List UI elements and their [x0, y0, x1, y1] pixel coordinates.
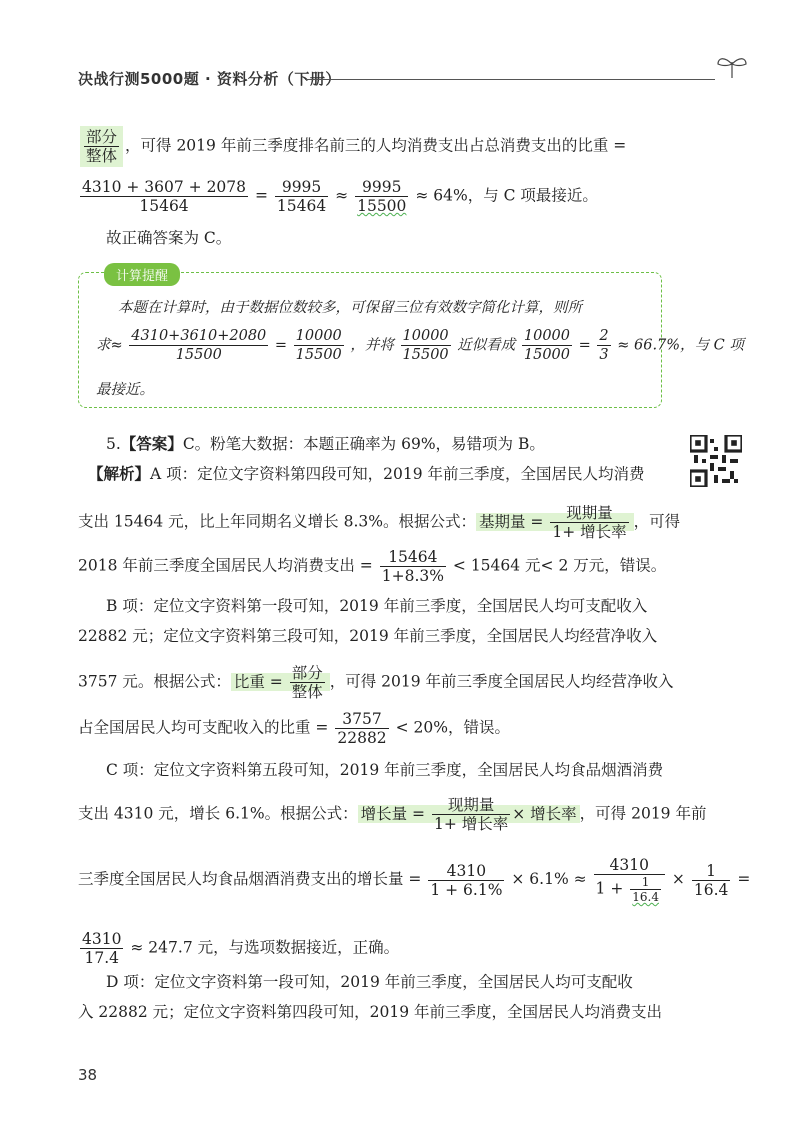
fraction-numerator: 9995 [355, 178, 408, 197]
fraction-denominator: 整体 [86, 147, 118, 165]
analysis-b-line-1: B 项：定位文字资料第一段可知，2019 年前三季度，全国居民人均可支配收入 [106, 597, 648, 615]
analysis-text: 支出 4310 元，增长 6.1%。根据公式： [78, 804, 358, 823]
analysis-text: 支出 15464 元，比上年同期名义增长 8.3%。根据公式： [78, 512, 476, 531]
fraction [355, 178, 408, 215]
analysis-d-line-2: 入 22882 元；定位文字资料第四段可知，2019 年前三季度，全国居民人均消费支出 [78, 1003, 663, 1021]
fraction-numerator: 4310 [82, 930, 122, 948]
analysis-c-line-2 [78, 796, 706, 833]
analysis-c-line-3 [78, 856, 750, 904]
equals-sign: = [254, 186, 268, 205]
analysis-text: ≈ 247.7 元，与选项数据接近，正确。 [130, 938, 400, 957]
formula-lhs: 基期量 = [478, 512, 544, 531]
analysis-text: × 6.1% ≈ [511, 870, 587, 888]
fraction [630, 875, 661, 904]
analysis-text: 三季度全国居民人均食品烟酒消费支出的增长量 = [78, 870, 422, 888]
fraction [290, 664, 325, 701]
fraction [522, 327, 572, 364]
fraction-numerator: 3757 [335, 710, 388, 729]
fraction-numerator: 9995 [275, 178, 328, 197]
equals-sign: = [274, 337, 288, 354]
analysis-a-line-3 [78, 548, 666, 585]
fraction-denominator: 1+8.3% [381, 567, 444, 585]
tip-text: 近似看成 [457, 337, 516, 354]
fraction [692, 862, 731, 899]
fraction [550, 504, 628, 541]
fraction-denominator: 1 + 6.1% [430, 880, 503, 899]
fraction-numerator: 4310 + 3607 + 2078 [82, 178, 247, 196]
header-rule [305, 79, 715, 80]
analysis-text: 3757 元。根据公式： [78, 672, 231, 691]
formula-highlight [358, 796, 580, 833]
fraction-denominator: 15464 [276, 197, 327, 215]
analysis-text: 2018 年前三季度全国居民人均消费支出 = [78, 556, 373, 575]
fraction-denominator: 15000 [523, 347, 571, 363]
fraction-nested [594, 856, 665, 904]
fraction-denominator: 15500 [295, 347, 342, 363]
fraction-denominator: 16.4 [632, 890, 659, 904]
analysis-text: ，可得 [633, 512, 681, 531]
fraction [401, 327, 451, 364]
fraction-numerator: 4310 [594, 856, 665, 875]
page-number: 38 [78, 1066, 98, 1084]
fraction-denominator: 16.4 [693, 880, 729, 899]
answer-text: C。粉笔大数据：本题正确率为 69%，易错项为 B。 [182, 435, 545, 453]
analysis-a-line-1 [88, 464, 645, 484]
fraction-denominator: 15500 [402, 347, 449, 363]
formula-highlight [476, 504, 634, 541]
tip-text: ≈ 66.7%，与 C 项 [617, 337, 744, 354]
fraction-denominator: 22882 [337, 729, 387, 747]
analysis-text: ，可得 2019 年前 [579, 804, 707, 823]
formula-lhs: 增长量 = [360, 804, 426, 823]
calc-tip-label: 计算提醒 [104, 263, 180, 286]
formula-lhs: 比重 = [233, 672, 283, 691]
fraction-numerator: 现期量 [550, 504, 628, 523]
fraction [129, 327, 268, 364]
question-number: 5. [106, 435, 121, 453]
fraction [380, 548, 446, 585]
fraction [294, 327, 344, 364]
analysis-text: 占全国居民人均可支配收入的比重 = [78, 718, 329, 737]
analysis-b-line-3 [78, 664, 674, 701]
fraction-numerator: 部分 [86, 128, 118, 146]
fraction-numerator: 2 [599, 328, 609, 344]
fraction [335, 710, 388, 747]
fraction-denominator: 17.4 [84, 949, 119, 967]
fraction [432, 796, 510, 833]
tip-line-1: 本题在计算时，由于数据位数较多，可保留三位有效数字简化计算，则所 [118, 300, 582, 316]
analysis-b-line-4 [78, 710, 510, 747]
analysis-text: A 项：定位文字资料第四段可知，2019 年前三季度，全国居民人均消费 [150, 465, 645, 483]
fraction [428, 862, 504, 899]
answer-label: 【答案】 [120, 434, 183, 453]
fraction-denominator: 3 [599, 347, 609, 363]
analysis-b-line-2: 22882 元；定位文字资料第三段可知，2019 年前三季度，全国居民人均经营净收入 [78, 627, 658, 645]
answer-line [106, 434, 545, 454]
denominator-prefix: 1 + [595, 879, 624, 898]
tip-line-3: 最接近。 [96, 382, 154, 398]
paragraph-ratio-calc [78, 178, 598, 215]
paragraph-text: ≈ 64%，与 C 项最接近。 [415, 186, 598, 205]
fraction-numerator: 部分 [291, 664, 323, 682]
fraction-denominator [594, 875, 665, 904]
fraction-denominator: 1+ 增长率 [433, 815, 509, 833]
paragraph-text: ，可得 2019 年前三季度排名前三的人均消费支出占总消费支出的比重 = [125, 136, 627, 155]
analysis-label: 【解析】 [88, 464, 151, 483]
paragraph-ratio-intro [78, 126, 626, 167]
fraction-numerator: 4310 [428, 862, 504, 881]
fraction-numerator: 4310+3610+2080 [131, 328, 267, 344]
formula-rhs: × 增长率 [512, 804, 577, 823]
fraction [275, 178, 328, 215]
fraction-numerator: 1 [692, 862, 731, 881]
analysis-c-line-4 [78, 930, 399, 967]
tip-text: 求≈ [96, 337, 123, 354]
tip-text: ，并将 [350, 337, 394, 354]
analysis-d-line-1: D 项：定位文字资料第一段可知，2019 年前三季度，全国居民人均可支配收 [106, 973, 633, 991]
fraction-denominator: 15464 [139, 197, 189, 215]
analysis-c-line-1: C 项：定位文字资料第五段可知，2019 年前三季度，全国居民人均食品烟酒消费 [106, 761, 664, 779]
fraction [80, 930, 123, 967]
fraction-numerator: 1 [630, 875, 661, 890]
approx-sign: ≈ [335, 186, 349, 205]
paragraph-conclusion: 故正确答案为 C。 [106, 229, 232, 247]
analysis-text: ，可得 2019 年前三季度全国居民人均经营净收入 [329, 672, 674, 691]
equals-sign: = [737, 870, 751, 888]
fraction-numerator: 现期量 [432, 796, 510, 815]
fraction [597, 327, 610, 364]
fraction-denominator: 15500 [357, 197, 407, 215]
times-sign: × [671, 870, 685, 888]
tip-line-2 [96, 327, 744, 364]
fraction-numerator: 15464 [380, 548, 446, 567]
fraction [80, 178, 248, 215]
fraction-denominator: 整体 [291, 683, 323, 701]
analysis-text: < 15464 元< 2 万元，错误。 [452, 556, 667, 575]
fraction-numerator: 10000 [402, 328, 449, 344]
fraction-numerator: 10000 [523, 328, 571, 344]
fraction-denominator: 15500 [175, 347, 222, 363]
book-title: 决战行测5000题 · 资料分析（下册） [78, 70, 341, 88]
sprout-leaf-icon [714, 52, 750, 84]
fraction-numerator: 10000 [295, 328, 342, 344]
analysis-a-line-2 [78, 504, 680, 541]
equals-sign: = [578, 337, 591, 354]
qr-code-icon[interactable] [690, 435, 742, 487]
formula-highlight [231, 664, 330, 701]
fraction-denominator: 1+ 增长率 [552, 523, 627, 541]
analysis-text: < 20%，错误。 [395, 718, 510, 737]
